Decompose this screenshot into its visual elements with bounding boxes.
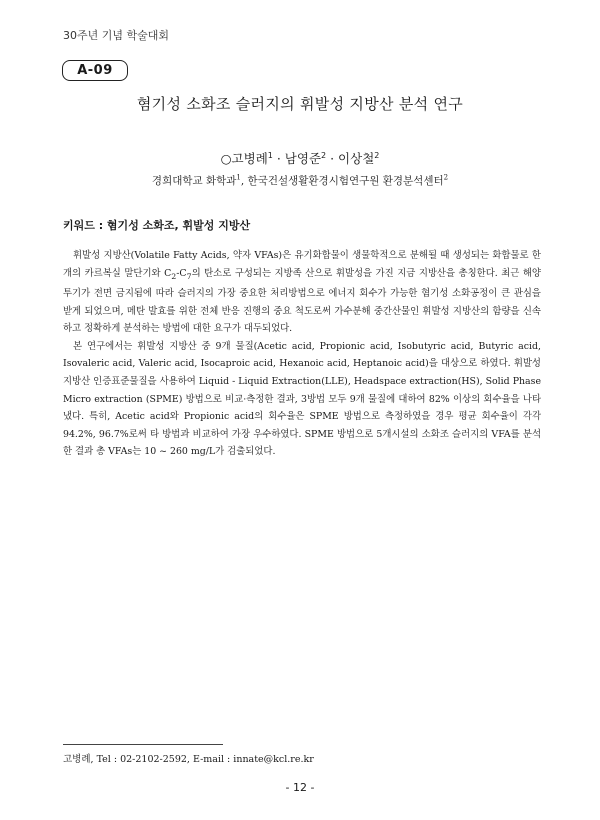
paragraph-text: -C — [176, 267, 187, 279]
author-separator: · — [272, 151, 285, 166]
affiliation-sup: 1 — [236, 173, 241, 182]
paragraph-text: 휘발성 지방산(Volatile Fatty Acids, 약자 VFAs)은 유기화합물이 생물학적으로 분해될 때 생성되는 화합물로 한 개의 카르복실 말단기와 C — [63, 250, 541, 279]
paragraph-text: 의 탄소로 구성되는 지방족 산으로 휘발성을 가진 지금 지방산을 총칭한다. 최근 해양투기가 전면 금지됨에 따라 슬러지의 가장 중요한 처리방법으로 에너지 회수가 가능한 혐기성 소화공정이 큰 관심을 받게 되었으며, 메탄 발효를 위한 전체 반응 진행의 중요 척도로써 가수분해 중간산물인 휘발성 지방산의 함량을 신속하고 정확하게 분석하는 방법에 대한 요구가 대두되었다. — [63, 267, 541, 335]
abstract-paragraph — [63, 247, 541, 338]
abstract-paragraph: 본 연구에서는 휘발성 지방산 중 9개 물질(Acetic acid, Propionic acid, Isobutyric acid, Butyric acid, Isovaleric acid, Valeric acid, Isocaproic acid, Hexanoic acid, Heptanoic acid)을 대상으로 하였다. 휘발성 지방산 인증표준물질을 사용하여 Liquid - Liquid Extraction(LLE), Headspace extraction(HS), Solid Phase Micro extraction (SPME) 방법으로 비교·측정한 결과, 3방법 모두 9개 물질에 대하여 82% 이상의 회수율을 나타냈다. 특히, Acetic acid와 Propionic acid의 회수율은 SPME 방법으로 측정하였을 경우 평균 회수율이 각각 94.2%, 96.7%로써 타 방법과 비교하여 가장 우수하였다. SPME 방법으로 5개시설의 소화조 슬러지의 VFA를 분석한 결과 총 VFAs는 10 ~ 260 mg/L가 검출되었다. — [63, 340, 541, 458]
author-list — [0, 149, 600, 167]
author-affil-sup: 2 — [321, 150, 327, 160]
author-name: 남영준 — [284, 151, 322, 166]
paper-title: 혐기성 소화조 슬러지의 휘발성 지방산 분석 연구 — [136, 95, 464, 113]
affiliation-1: 경희대학교 화학과 — [151, 175, 237, 187]
author-affil-sup: 1 — [267, 150, 273, 160]
affiliations — [0, 173, 600, 188]
subscript: 2 — [171, 271, 177, 281]
abstract-body — [63, 247, 541, 461]
footnote-divider — [63, 744, 223, 745]
page-number: - 12 - — [285, 781, 315, 794]
author-name: 이상철 — [338, 151, 375, 166]
abstract-code-badge: A-09 — [62, 60, 128, 81]
author-affil-sup: 2 — [374, 150, 380, 160]
author-name: 고병례 — [231, 151, 268, 166]
presenter-mark: ○ — [220, 151, 232, 166]
affiliation-sup: 2 — [443, 173, 449, 182]
keywords: 키워드 : 혐기성 소화조, 휘발성 지방산 — [63, 219, 251, 232]
affiliation-2: , 한국건설생활환경시험연구원 환경분석센터 — [240, 175, 444, 187]
running-header: 30주년 기념 학술대회 — [63, 29, 169, 42]
footnote-contact: 고병례, Tel : 02-2102-2592, E-mail : innate@kcl.re.kr — [63, 754, 314, 765]
author-separator: · — [326, 151, 339, 166]
subscript: 7 — [186, 271, 192, 281]
